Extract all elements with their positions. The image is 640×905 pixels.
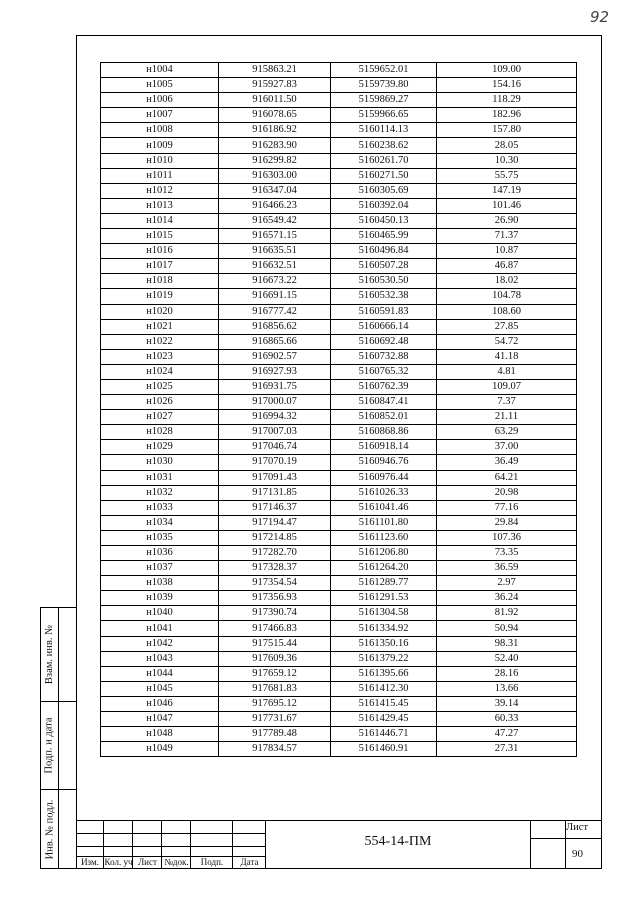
x-coordinate-cell: 916466.23 (219, 198, 331, 213)
y-coordinate-cell: 5161446.71 (331, 727, 437, 742)
x-coordinate-cell: 916673.22 (219, 274, 331, 289)
y-coordinate-cell: 5161415.45 (331, 696, 437, 711)
side-box-inv (40, 790, 76, 869)
point-name-cell: н1011 (101, 168, 219, 183)
x-coordinate-cell: 917214.85 (219, 530, 331, 545)
table-row (101, 108, 577, 123)
stamp-kol: Кол. уч (104, 857, 133, 867)
distance-cell: 37.00 (437, 440, 577, 455)
distance-cell: 39.14 (437, 696, 577, 711)
distance-cell: 47.27 (437, 727, 577, 742)
y-coordinate-cell: 5161123.60 (331, 530, 437, 545)
table-row (101, 410, 577, 425)
x-coordinate-cell: 917046.74 (219, 440, 331, 455)
point-name-cell: н1045 (101, 681, 219, 696)
distance-cell: 52.40 (437, 651, 577, 666)
title-block (76, 820, 602, 869)
y-coordinate-cell: 5160946.76 (331, 455, 437, 470)
point-name-cell: н1010 (101, 153, 219, 168)
distance-cell: 21.11 (437, 410, 577, 425)
table-row (101, 274, 577, 289)
distance-cell: 81.92 (437, 606, 577, 621)
point-name-cell: н1040 (101, 606, 219, 621)
distance-cell: 157.80 (437, 123, 577, 138)
table-row (101, 425, 577, 440)
distance-cell: 98.31 (437, 636, 577, 651)
x-coordinate-cell: 916549.42 (219, 213, 331, 228)
x-coordinate-cell: 916347.04 (219, 183, 331, 198)
table-row (101, 304, 577, 319)
distance-cell: 63.29 (437, 425, 577, 440)
x-coordinate-cell: 916186.92 (219, 123, 331, 138)
y-coordinate-cell: 5161041.46 (331, 500, 437, 515)
point-name-cell: н1029 (101, 440, 219, 455)
point-name-cell: н1036 (101, 546, 219, 561)
point-name-cell: н1020 (101, 304, 219, 319)
table-row (101, 666, 577, 681)
table-row (101, 712, 577, 727)
point-name-cell: н1021 (101, 319, 219, 334)
distance-cell: 10.87 (437, 244, 577, 259)
table-row (101, 63, 577, 78)
distance-cell: 20.98 (437, 485, 577, 500)
stamp-ndok: №док. (164, 857, 189, 867)
x-coordinate-cell: 916691.15 (219, 289, 331, 304)
x-coordinate-cell: 917466.83 (219, 621, 331, 636)
distance-cell: 28.16 (437, 666, 577, 681)
point-name-cell: н1018 (101, 274, 219, 289)
x-coordinate-cell: 916902.57 (219, 349, 331, 364)
distance-cell: 101.46 (437, 198, 577, 213)
x-coordinate-cell: 917390.74 (219, 606, 331, 621)
table-row (101, 395, 577, 410)
distance-cell: 54.72 (437, 334, 577, 349)
point-name-cell: н1019 (101, 289, 219, 304)
table-row (101, 364, 577, 379)
point-name-cell: н1031 (101, 470, 219, 485)
point-name-cell: н1041 (101, 621, 219, 636)
y-coordinate-cell: 5161379.22 (331, 651, 437, 666)
table-row (101, 576, 577, 591)
table-row (101, 636, 577, 651)
point-name-cell: н1039 (101, 591, 219, 606)
x-coordinate-cell: 917328.37 (219, 561, 331, 576)
table-row (101, 229, 577, 244)
table-row (101, 168, 577, 183)
y-coordinate-cell: 5160530.50 (331, 274, 437, 289)
point-name-cell: н1033 (101, 500, 219, 515)
distance-cell: 71.37 (437, 229, 577, 244)
y-coordinate-cell: 5160305.69 (331, 183, 437, 198)
table-row (101, 334, 577, 349)
point-name-cell: н1048 (101, 727, 219, 742)
point-name-cell: н1004 (101, 63, 219, 78)
point-name-cell: н1017 (101, 259, 219, 274)
table-row (101, 259, 577, 274)
y-coordinate-cell: 5160465.99 (331, 229, 437, 244)
table-row (101, 153, 577, 168)
distance-cell: 4.81 (437, 364, 577, 379)
table-row (101, 727, 577, 742)
y-coordinate-cell: 5160114.13 (331, 123, 437, 138)
side-label-inv: Инв. № подл. (44, 799, 56, 859)
stamp-list: Лист (138, 857, 157, 867)
y-coordinate-cell: 5161291.53 (331, 591, 437, 606)
y-coordinate-cell: 5161101.80 (331, 515, 437, 530)
x-coordinate-cell: 917007.03 (219, 425, 331, 440)
distance-cell: 10.30 (437, 153, 577, 168)
x-coordinate-cell: 917146.37 (219, 500, 331, 515)
point-name-cell: н1046 (101, 696, 219, 711)
x-coordinate-cell: 917659.12 (219, 666, 331, 681)
table-row (101, 349, 577, 364)
side-label-podp: Подп. и дата (44, 717, 56, 774)
y-coordinate-cell: 5161289.77 (331, 576, 437, 591)
x-coordinate-cell: 916283.90 (219, 138, 331, 153)
distance-cell: 109.07 (437, 379, 577, 394)
y-coordinate-cell: 5161412.30 (331, 681, 437, 696)
distance-cell: 36.49 (437, 455, 577, 470)
x-coordinate-cell: 917695.12 (219, 696, 331, 711)
y-coordinate-cell: 5160507.28 (331, 259, 437, 274)
stamp-podp: Подп. (200, 857, 224, 867)
stamp-data: Дата (240, 857, 259, 867)
point-name-cell: н1024 (101, 364, 219, 379)
sheet-number: 90 (572, 848, 583, 860)
sheet-label: Лист (566, 822, 588, 833)
distance-cell: 107.36 (437, 530, 577, 545)
distance-cell: 182.96 (437, 108, 577, 123)
x-coordinate-cell: 916303.00 (219, 168, 331, 183)
point-name-cell: н1012 (101, 183, 219, 198)
table-row (101, 681, 577, 696)
y-coordinate-cell: 5160238.62 (331, 138, 437, 153)
distance-cell: 46.87 (437, 259, 577, 274)
x-coordinate-cell: 916299.82 (219, 153, 331, 168)
distance-cell: 7.37 (437, 395, 577, 410)
point-name-cell: н1008 (101, 123, 219, 138)
point-name-cell: н1025 (101, 379, 219, 394)
stamp-izm: Изм. (81, 857, 99, 867)
side-box-vzam (40, 607, 76, 702)
x-coordinate-cell: 917789.48 (219, 727, 331, 742)
y-coordinate-cell: 5160450.13 (331, 213, 437, 228)
x-coordinate-cell: 916927.93 (219, 364, 331, 379)
table-row (101, 78, 577, 93)
y-coordinate-cell: 5160852.01 (331, 410, 437, 425)
point-name-cell: н1014 (101, 213, 219, 228)
x-coordinate-cell: 917194.47 (219, 515, 331, 530)
distance-cell: 118.29 (437, 93, 577, 108)
point-name-cell: н1028 (101, 425, 219, 440)
distance-cell: 28.05 (437, 138, 577, 153)
distance-cell: 108.60 (437, 304, 577, 319)
point-name-cell: н1034 (101, 515, 219, 530)
y-coordinate-cell: 5160532.38 (331, 289, 437, 304)
table-row (101, 561, 577, 576)
x-coordinate-cell: 916931.75 (219, 379, 331, 394)
y-coordinate-cell: 5159652.01 (331, 63, 437, 78)
y-coordinate-cell: 5160868.86 (331, 425, 437, 440)
x-coordinate-cell: 917681.83 (219, 681, 331, 696)
y-coordinate-cell: 5160591.83 (331, 304, 437, 319)
point-name-cell: н1013 (101, 198, 219, 213)
x-coordinate-cell: 916571.15 (219, 229, 331, 244)
table-row (101, 742, 577, 757)
point-name-cell: н1005 (101, 78, 219, 93)
point-name-cell: н1009 (101, 138, 219, 153)
point-name-cell: н1006 (101, 93, 219, 108)
table-row (101, 319, 577, 334)
y-coordinate-cell: 5161395.66 (331, 666, 437, 681)
distance-cell: 154.16 (437, 78, 577, 93)
table-row (101, 138, 577, 153)
x-coordinate-cell: 916011.50 (219, 93, 331, 108)
distance-cell: 13.66 (437, 681, 577, 696)
table-row (101, 198, 577, 213)
x-coordinate-cell: 917070.19 (219, 455, 331, 470)
document-code: 554-14-ПМ (364, 834, 432, 849)
y-coordinate-cell: 5160847.41 (331, 395, 437, 410)
y-coordinate-cell: 5161429.45 (331, 712, 437, 727)
point-name-cell: н1016 (101, 244, 219, 259)
table-row (101, 591, 577, 606)
y-coordinate-cell: 5160271.50 (331, 168, 437, 183)
point-name-cell: н1022 (101, 334, 219, 349)
point-name-cell: н1032 (101, 485, 219, 500)
table-row (101, 606, 577, 621)
y-coordinate-cell: 5161264.20 (331, 561, 437, 576)
y-coordinate-cell: 5160918.14 (331, 440, 437, 455)
point-name-cell: н1030 (101, 455, 219, 470)
y-coordinate-cell: 5161350.16 (331, 636, 437, 651)
point-name-cell: н1023 (101, 349, 219, 364)
table-row (101, 500, 577, 515)
table-row (101, 379, 577, 394)
y-coordinate-cell: 5160692.48 (331, 334, 437, 349)
x-coordinate-cell: 917131.85 (219, 485, 331, 500)
x-coordinate-cell: 917731.67 (219, 712, 331, 727)
distance-cell: 64.21 (437, 470, 577, 485)
distance-cell: 73.35 (437, 546, 577, 561)
distance-cell: 55.75 (437, 168, 577, 183)
x-coordinate-cell: 916632.51 (219, 259, 331, 274)
point-name-cell: н1049 (101, 742, 219, 757)
point-name-cell: н1027 (101, 410, 219, 425)
distance-cell: 29.84 (437, 515, 577, 530)
table-row (101, 183, 577, 198)
x-coordinate-cell: 916865.66 (219, 334, 331, 349)
y-coordinate-cell: 5160976.44 (331, 470, 437, 485)
point-name-cell: н1043 (101, 651, 219, 666)
y-coordinate-cell: 5160732.88 (331, 349, 437, 364)
x-coordinate-cell: 917609.36 (219, 651, 331, 666)
x-coordinate-cell: 916994.32 (219, 410, 331, 425)
distance-cell: 109.00 (437, 63, 577, 78)
distance-cell: 41.18 (437, 349, 577, 364)
x-coordinate-cell: 917000.07 (219, 395, 331, 410)
y-coordinate-cell: 5159966.65 (331, 108, 437, 123)
table-row (101, 651, 577, 666)
distance-cell: 27.85 (437, 319, 577, 334)
distance-cell: 147.19 (437, 183, 577, 198)
x-coordinate-cell: 915927.83 (219, 78, 331, 93)
y-coordinate-cell: 5160666.14 (331, 319, 437, 334)
distance-cell: 60.33 (437, 712, 577, 727)
distance-cell: 27.31 (437, 742, 577, 757)
x-coordinate-cell: 917282.70 (219, 546, 331, 561)
point-name-cell: н1026 (101, 395, 219, 410)
y-coordinate-cell: 5159739.80 (331, 78, 437, 93)
y-coordinate-cell: 5160261.70 (331, 153, 437, 168)
distance-cell: 2.97 (437, 576, 577, 591)
y-coordinate-cell: 5161334.92 (331, 621, 437, 636)
table-row (101, 440, 577, 455)
x-coordinate-cell: 916635.51 (219, 244, 331, 259)
point-name-cell: н1042 (101, 636, 219, 651)
table-row (101, 289, 577, 304)
point-name-cell: н1038 (101, 576, 219, 591)
side-box-podp (40, 702, 76, 790)
y-coordinate-cell: 5161026.33 (331, 485, 437, 500)
point-name-cell: н1007 (101, 108, 219, 123)
side-label-vzam: Взам. инв. № (44, 624, 56, 685)
y-coordinate-cell: 5160496.84 (331, 244, 437, 259)
x-coordinate-cell: 917515.44 (219, 636, 331, 651)
y-coordinate-cell: 5159869.27 (331, 93, 437, 108)
x-coordinate-cell: 915863.21 (219, 63, 331, 78)
x-coordinate-cell: 917356.93 (219, 591, 331, 606)
x-coordinate-cell: 916856.62 (219, 319, 331, 334)
table-row (101, 213, 577, 228)
point-name-cell: н1047 (101, 712, 219, 727)
y-coordinate-cell: 5160762.39 (331, 379, 437, 394)
coordinates-table (100, 62, 577, 757)
x-coordinate-cell: 916078.65 (219, 108, 331, 123)
y-coordinate-cell: 5160765.32 (331, 364, 437, 379)
table-row (101, 515, 577, 530)
y-coordinate-cell: 5160392.04 (331, 198, 437, 213)
table-row (101, 93, 577, 108)
point-name-cell: н1035 (101, 530, 219, 545)
distance-cell: 36.59 (437, 561, 577, 576)
table-row (101, 621, 577, 636)
x-coordinate-cell: 916777.42 (219, 304, 331, 319)
distance-cell: 50.94 (437, 621, 577, 636)
table-row (101, 485, 577, 500)
table-row (101, 244, 577, 259)
table-row (101, 530, 577, 545)
y-coordinate-cell: 5161304.58 (331, 606, 437, 621)
distance-cell: 36.24 (437, 591, 577, 606)
y-coordinate-cell: 5161460.91 (331, 742, 437, 757)
table-row (101, 123, 577, 138)
table-row (101, 455, 577, 470)
distance-cell: 26.90 (437, 213, 577, 228)
table-row (101, 546, 577, 561)
distance-cell: 18.02 (437, 274, 577, 289)
point-name-cell: н1037 (101, 561, 219, 576)
table-row (101, 696, 577, 711)
point-name-cell: н1015 (101, 229, 219, 244)
point-name-cell: н1044 (101, 666, 219, 681)
distance-cell: 104.78 (437, 289, 577, 304)
x-coordinate-cell: 917834.57 (219, 742, 331, 757)
distance-cell: 77.16 (437, 500, 577, 515)
handwritten-page-number: 92 (590, 8, 610, 26)
table-row (101, 470, 577, 485)
y-coordinate-cell: 5161206.80 (331, 546, 437, 561)
x-coordinate-cell: 917354.54 (219, 576, 331, 591)
x-coordinate-cell: 917091.43 (219, 470, 331, 485)
